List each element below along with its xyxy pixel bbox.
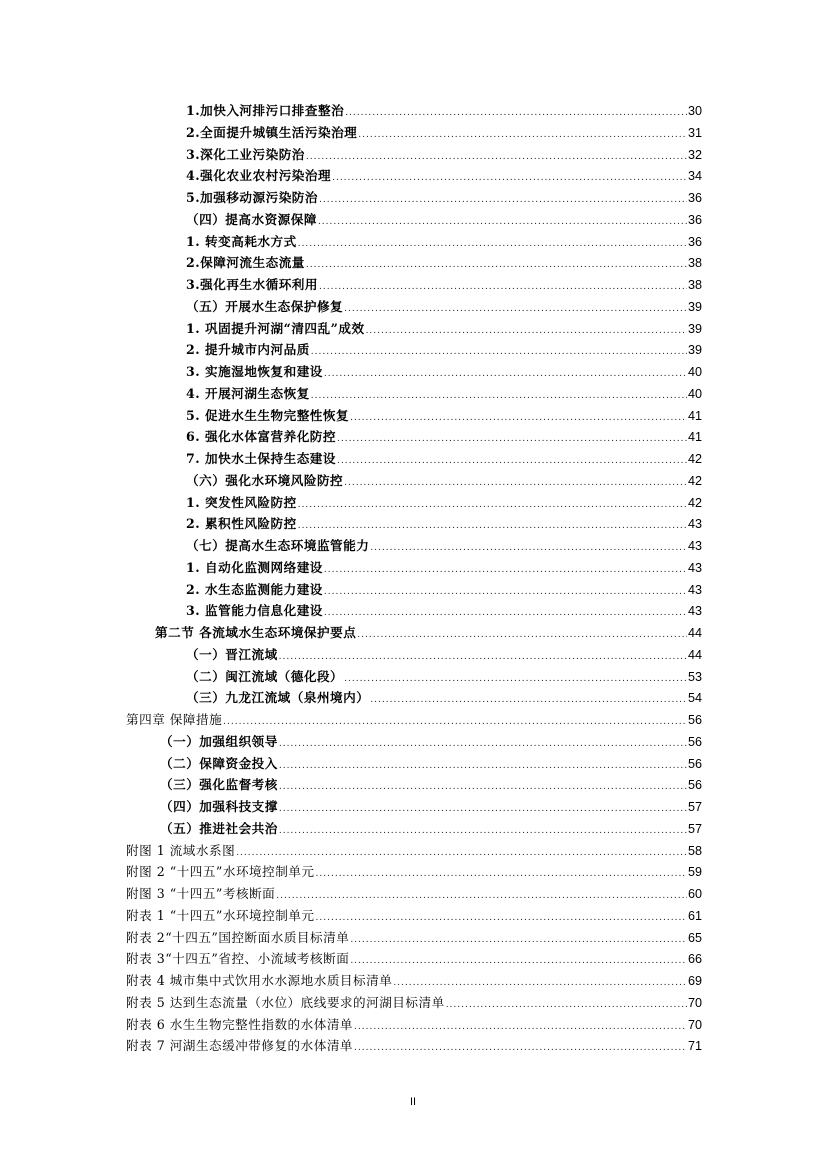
- toc-entry[interactable]: [126, 840, 702, 862]
- toc-entry[interactable]: [155, 622, 702, 644]
- toc-entry-title: 1. 巩固提升河湖“清四乱”成效: [186, 320, 365, 336]
- toc-entry[interactable]: [126, 709, 702, 731]
- toc-entry[interactable]: [186, 426, 702, 448]
- toc-entry-page-number: 38: [687, 256, 702, 271]
- toc-entry-title: 3. 实施湿地恢复和建设: [186, 364, 323, 379]
- toc-entry-page-number: 56: [687, 713, 702, 727]
- toc-entry-page-number: 54: [687, 691, 702, 706]
- toc-entry-page-number: 36: [687, 212, 702, 227]
- toc-entry-page-number: 39: [687, 343, 702, 358]
- toc-entry[interactable]: [186, 535, 702, 557]
- toc-entry-page-number: 71: [687, 1039, 702, 1054]
- toc-entry-title: 第四章 保障措施: [126, 712, 223, 727]
- toc-entry[interactable]: [186, 492, 702, 514]
- toc-entry-page-number: 31: [687, 125, 702, 140]
- toc-entry-title: （一）晋江流域: [186, 646, 278, 662]
- toc-entry[interactable]: [186, 579, 702, 601]
- toc-entry-page-number: 57: [687, 821, 702, 836]
- toc-entry-title: （六）强化水环境风险防控: [186, 472, 344, 488]
- toc-entry[interactable]: [186, 361, 702, 383]
- toc-entry[interactable]: [126, 1035, 702, 1057]
- toc-entry[interactable]: [186, 274, 702, 296]
- toc-entry-title: 1. 自动化监测网络建设: [186, 559, 323, 575]
- toc-entry-page-number: 56: [687, 756, 702, 771]
- toc-entry[interactable]: [126, 970, 702, 992]
- toc-entry[interactable]: [186, 405, 702, 427]
- toc-entry[interactable]: [126, 927, 702, 949]
- toc-entry-page-number: 42: [687, 452, 702, 466]
- toc-entry-title: 附表 6 水生生物完整性指数的水体清单: [126, 1016, 354, 1032]
- toc-entry-page-number: 39: [687, 321, 702, 336]
- toc-entry-page-number: 43: [687, 560, 702, 575]
- toc-entry-title: 2.保障河流生态流量: [186, 255, 305, 271]
- toc-entry-title: 附表 2“十四五”国控断面水质目标清单: [126, 929, 350, 945]
- toc-entry-title: 第二节 各流域水生态环境保护要点: [155, 625, 357, 640]
- toc-entry-title: （七）提高水生态环境监管能力: [186, 538, 370, 553]
- toc-entry-title: 附表 3“十四五”省控、小流域考核断面: [126, 951, 350, 967]
- toc-entry-title: 2. 提升城市内河品质: [186, 342, 310, 358]
- toc-entry[interactable]: [186, 318, 702, 340]
- toc-entry-title: 3.强化再生水循环利用: [186, 277, 318, 292]
- toc-entry[interactable]: [186, 187, 702, 209]
- toc-entry-page-number: 43: [687, 517, 702, 532]
- toc-entry[interactable]: [126, 992, 702, 1014]
- toc-entry-title: 5. 促进水生生物完整性恢复: [186, 407, 350, 423]
- toc-entry-title: （五）开展水生态保护修复: [186, 298, 344, 314]
- toc-entry-title: 附图 3 “十四五”考核断面: [126, 886, 276, 901]
- toc-entry-page-number: 60: [687, 887, 702, 901]
- toc-entry-page-number: 44: [687, 647, 702, 662]
- toc-entry[interactable]: [126, 1014, 702, 1036]
- toc-entry[interactable]: [186, 339, 702, 361]
- toc-entry-title: 附表 5 达到生态流量（水位）底线要求的河湖目标清单: [126, 994, 445, 1010]
- toc-entry-title: 附图 1 流域水系图: [126, 842, 236, 858]
- toc-entry[interactable]: [186, 513, 702, 535]
- toc-entry-page-number: 34: [687, 169, 702, 184]
- toc-entry[interactable]: [126, 905, 702, 927]
- toc-entry-page-number: 70: [687, 1017, 702, 1032]
- toc-entry-title: 3. 监管能力信息化建设: [186, 603, 323, 619]
- toc-entry-title: 附表 4 城市集中式饮用水水源地水质目标清单: [126, 973, 393, 988]
- toc-entry[interactable]: [160, 753, 702, 775]
- toc-entry-page-number: 43: [687, 604, 702, 619]
- toc-entry-page-number: 40: [687, 365, 702, 379]
- toc-entry-title: 4.强化农业农村污染治理: [186, 168, 332, 184]
- toc-entry-page-number: 42: [687, 473, 702, 488]
- toc-entry-page-number: 38: [687, 278, 702, 292]
- toc-entry-title: （四）提高水资源保障: [186, 211, 317, 227]
- toc-entry[interactable]: [126, 861, 702, 883]
- toc-entry-title: 附图 2 “十四五”水环境控制单元: [126, 864, 315, 880]
- toc-entry[interactable]: [186, 296, 702, 318]
- toc-entry-title: 5.加强移动源污染防治: [186, 190, 318, 205]
- toc-entry[interactable]: [160, 818, 702, 840]
- toc-entry-page-number: 30: [687, 104, 702, 118]
- toc-entry-title: 附表 1 “十四五”水环境控制单元: [126, 907, 315, 923]
- toc-entry-title: （一）加强组织领导: [160, 733, 278, 749]
- toc-entry[interactable]: [126, 883, 702, 905]
- toc-entry-title: （五）推进社会共治: [160, 820, 278, 836]
- toc-entry[interactable]: [186, 666, 702, 688]
- toc-entry-title: 2. 水生态监测能力建设: [186, 581, 323, 597]
- toc-entry-page-number: 36: [687, 234, 702, 249]
- toc-entry-page-number: 66: [687, 952, 702, 967]
- toc-entry-page-number: 69: [687, 974, 702, 988]
- toc-entry[interactable]: [186, 470, 702, 492]
- toc-entry-title: 2.全面提升城镇生活污染治理: [186, 124, 358, 140]
- toc-entry-page-number: 56: [687, 778, 702, 793]
- toc-entry-page-number: 53: [687, 669, 702, 684]
- toc-entry-page-number: 39: [687, 299, 702, 314]
- toc-entry[interactable]: [186, 252, 702, 274]
- toc-entry[interactable]: [126, 948, 702, 970]
- toc-entry-page-number: 57: [687, 800, 702, 814]
- toc-entry-title: 1. 突发性风险防控: [186, 494, 297, 510]
- toc-entry-page-number: 41: [687, 408, 702, 423]
- toc-entry[interactable]: [160, 796, 702, 818]
- toc-entry-title: 1. 转变高耗水方式: [186, 233, 297, 249]
- toc-entry-title: 2. 累积性风险防控: [186, 516, 297, 532]
- toc-entry-page-number: 43: [687, 539, 702, 553]
- toc-entry-page-number: 44: [687, 626, 702, 640]
- toc-entry-page-number: 56: [687, 734, 702, 749]
- toc-entry[interactable]: [160, 774, 702, 796]
- toc-entry-title: （二）闽江流域（德化段）: [186, 668, 344, 684]
- toc-entry[interactable]: [186, 644, 702, 666]
- toc-entry-title: 3.深化工业污染防治: [186, 146, 305, 162]
- toc-entry-page-number: 61: [687, 908, 702, 923]
- toc-entry[interactable]: [186, 100, 702, 122]
- dot-leader: [354, 1038, 687, 1060]
- page-footer-number: II: [409, 1096, 417, 1108]
- toc-entry[interactable]: [186, 600, 702, 622]
- toc-entry[interactable]: [186, 448, 702, 470]
- toc-entry[interactable]: [160, 731, 702, 753]
- toc-entry[interactable]: [186, 231, 702, 253]
- toc-entry-page-number: 36: [687, 191, 702, 205]
- toc-entry-page-number: 59: [687, 865, 702, 880]
- toc-entry[interactable]: [186, 144, 702, 166]
- toc-entry[interactable]: [186, 165, 702, 187]
- toc-entry-title: 7. 加快水土保持生态建设: [186, 451, 336, 466]
- toc-entry-page-number: 70: [687, 995, 702, 1010]
- toc-entry-title: （三）强化监督考核: [160, 777, 278, 793]
- toc-entry-title: （二）保障资金投入: [160, 755, 278, 771]
- toc-entry-title: 1.加快入河排污口排查整治: [186, 103, 345, 118]
- toc-entry[interactable]: [186, 209, 702, 231]
- toc-entry-title: （四）加强科技支撑: [160, 799, 278, 814]
- toc-entry-page-number: 40: [687, 386, 702, 401]
- toc-entry-title: 附表 7 河湖生态缓冲带修复的水体清单: [126, 1038, 354, 1054]
- toc-entry[interactable]: [186, 557, 702, 579]
- toc-entry-title: 4. 开展河湖生态恢复: [186, 385, 310, 401]
- toc-entry-page-number: 42: [687, 495, 702, 510]
- toc-entry-page-number: 32: [687, 147, 702, 162]
- toc-entry-page-number: 65: [687, 930, 702, 945]
- toc-entry[interactable]: [186, 122, 702, 144]
- toc-entry-page-number: 41: [687, 430, 702, 445]
- toc-entry-page-number: 43: [687, 582, 702, 597]
- toc-entry-page-number: 58: [687, 843, 702, 858]
- toc-entry[interactable]: [186, 687, 702, 709]
- toc-entry-title: 6. 强化水体富营养化防控: [186, 429, 336, 445]
- toc-entry[interactable]: [186, 383, 702, 405]
- toc-entry-title: （三）九龙江流域（泉州境内）: [186, 690, 370, 706]
